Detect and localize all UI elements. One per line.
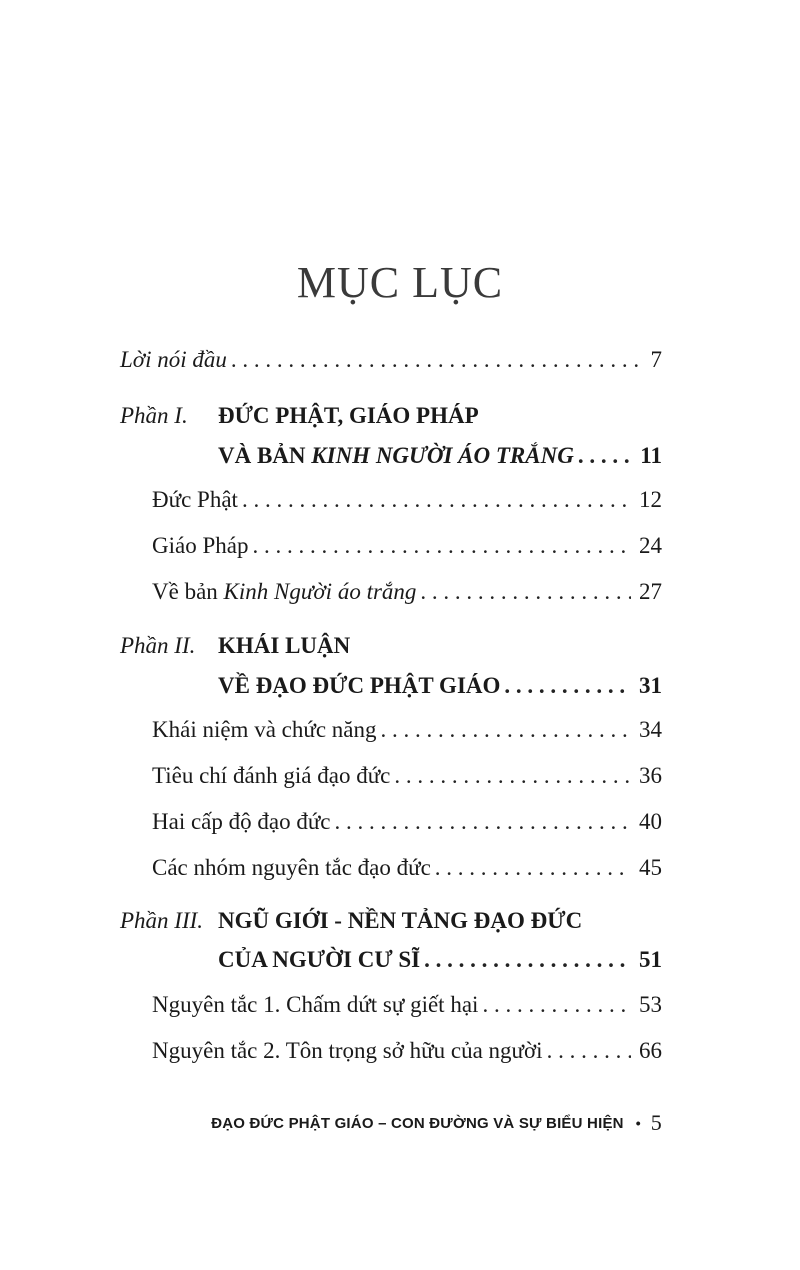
toc-entry-label: Các nhóm nguyên tắc đạo đức — [152, 855, 431, 880]
part-3-title-line2[interactable] — [218, 947, 662, 981]
toc-entry-page: 51 — [639, 947, 662, 972]
leader-dots — [248, 533, 631, 559]
part-2-title: VỀ ĐẠO ĐỨC PHẬT GIÁO — [218, 673, 501, 698]
leader-dots — [574, 443, 632, 469]
toc-entry-label-prefix: Về bản — [152, 579, 224, 604]
toc-entry[interactable] — [152, 533, 662, 567]
toc-entry-page: 40 — [639, 809, 662, 834]
toc-entry-page: 7 — [650, 347, 662, 372]
part-1-label: Phần I. — [120, 403, 188, 428]
toc-entry[interactable] — [152, 487, 662, 521]
leader-dots — [478, 992, 631, 1018]
leader-dots — [390, 763, 631, 789]
toc-entry[interactable] — [152, 809, 662, 843]
leader-dots — [543, 1038, 631, 1064]
toc-entry-label: Tiêu chí đánh giá đạo đức — [152, 763, 391, 788]
toc-entry-label-italic: Kinh Người áo trắng — [223, 579, 417, 604]
leader-dots — [238, 487, 631, 513]
toc-entry[interactable] — [152, 579, 662, 613]
leader-dots — [431, 855, 631, 881]
toc-entry-page: 66 — [639, 1038, 662, 1063]
leader-dots — [500, 673, 631, 699]
leader-dots — [377, 717, 632, 743]
toc-entry-label: Đức Phật — [152, 487, 238, 512]
part-3-title: CỦA NGƯỜI CƯ SĨ — [218, 947, 421, 972]
toc-entry-page: 45 — [639, 855, 662, 880]
toc-entry-page: 24 — [639, 533, 662, 558]
toc-entry-label: Nguyên tắc 2. Tôn trọng sở hữu của người — [152, 1038, 543, 1063]
leader-dots — [420, 947, 631, 973]
part-1-title-italic: KINH NGƯỜI ÁO TRẮNG — [311, 443, 574, 468]
part-1-title-line2[interactable] — [218, 443, 662, 477]
toc-entry-page: 31 — [639, 673, 662, 698]
part-3-title-line1[interactable]: NGŨ GIỚI - NỀN TẢNG ĐẠO ĐỨC — [218, 908, 583, 933]
toc-entry-page: 53 — [639, 992, 662, 1017]
part-3-label: Phần III. — [120, 908, 204, 933]
toc-entry[interactable] — [152, 717, 662, 751]
toc-entry-page: 27 — [639, 579, 662, 604]
toc-entry-page: 34 — [639, 717, 662, 742]
leader-dots — [331, 809, 631, 835]
toc-entry-page: 12 — [639, 487, 662, 512]
toc-entry-label: Hai cấp độ đạo đức — [152, 809, 331, 834]
toc-entry-label: Lời nói đầu — [120, 347, 227, 372]
leader-dots — [227, 347, 643, 373]
toc-entry-label: Giáo Pháp — [152, 533, 249, 558]
part-2-label: Phần II. — [120, 633, 196, 658]
leader-dots — [416, 579, 631, 605]
toc-entry-page: 11 — [640, 443, 662, 468]
toc-entry[interactable] — [152, 763, 662, 797]
part-1-title-line1[interactable]: ĐỨC PHẬT, GIÁO PHÁP — [218, 403, 479, 428]
footer-bullet: • — [635, 1115, 641, 1131]
toc-entry[interactable] — [152, 992, 662, 1026]
running-footer — [211, 1110, 662, 1136]
part-2-title-line2[interactable] — [218, 673, 662, 707]
toc-entry-page: 36 — [639, 763, 662, 788]
toc-entry-label: Khái niệm và chức năng — [152, 717, 377, 742]
toc-entry-preface[interactable] — [120, 347, 662, 381]
toc-entry-label: Nguyên tắc 1. Chấm dứt sự giết hại — [152, 992, 479, 1017]
toc-entry[interactable] — [152, 1038, 662, 1072]
footer-book-title: ĐẠO ĐỨC PHẬT GIÁO – CON ĐƯỜNG VÀ SỰ BIỂU HIỆN — [211, 1114, 624, 1132]
page-title: MỤC LỤC — [296, 258, 504, 308]
toc-entry[interactable] — [152, 855, 662, 889]
page-number: 5 — [650, 1110, 662, 1135]
part-1-title-prefix: VÀ BẢN — [218, 443, 312, 468]
part-2-title-line1[interactable]: KHÁI LUẬN — [218, 633, 351, 658]
